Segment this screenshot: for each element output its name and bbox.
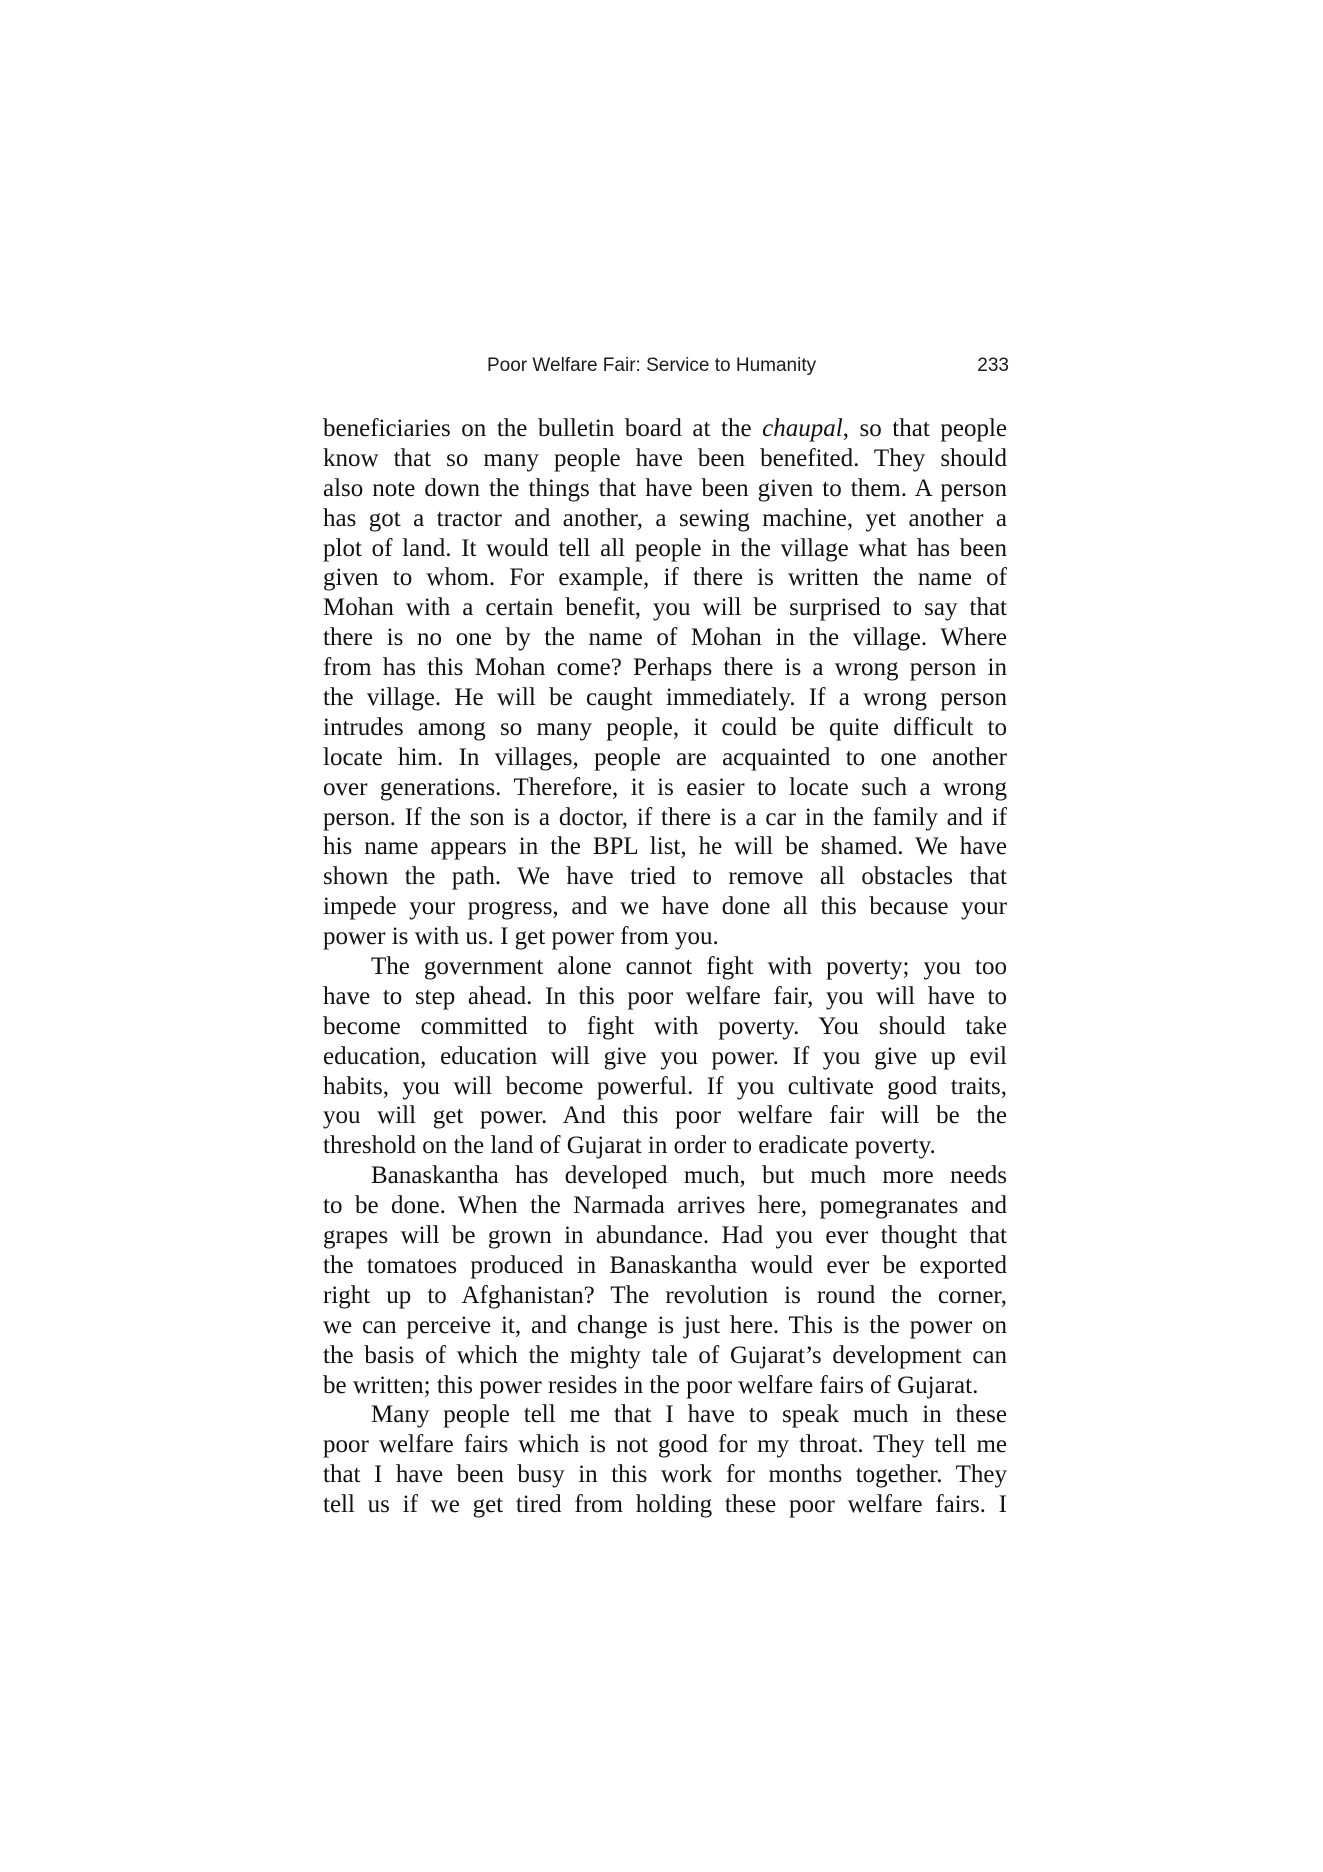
text-run: locate him. In villages, people are acquainted to one another: [323, 743, 1007, 771]
text-line: [323, 1400, 1007, 1430]
text-run: his name appears in the BPL list, he will be shamed. We have: [323, 833, 1007, 861]
text-run: know that so many people have been benefited. They should: [323, 444, 1007, 472]
text-line: [323, 1191, 1007, 1221]
text-run: given to whom. For example, if there is written the name of: [323, 564, 1007, 592]
text-run: have to step ahead. In this poor welfare fair, you will have to: [323, 982, 1007, 1010]
text-line: [323, 1012, 1007, 1042]
running-title: Poor Welfare Fair: Service to Humanity: [487, 355, 817, 376]
text-line: [323, 683, 1007, 713]
text-run: intrudes among so many people, it could be quite difficult to: [323, 713, 1007, 741]
text-run: Banaskantha has developed much, but much more needs: [371, 1162, 1007, 1190]
text-run: that I have been busy in this work for months together. They: [323, 1461, 1007, 1489]
text-line: [323, 563, 1007, 593]
text-run: you will get power. And this poor welfare fair will be the: [323, 1102, 1007, 1130]
text-run: become committed to fight with poverty. You should take: [323, 1012, 1007, 1040]
text-run: poor welfare fairs which is not good for my throat. They tell me: [323, 1431, 1007, 1459]
text-run: be written; this power resides in the poor welfare fairs of Gujarat.: [323, 1371, 979, 1399]
text-run: the village. He will be caught immediately. If a wrong person: [323, 684, 1007, 712]
text-run: Many people tell me that I have to speak much in these: [371, 1401, 1007, 1429]
body-text: [323, 414, 1007, 1520]
text-line: [323, 743, 1007, 773]
text-line: [323, 1221, 1007, 1251]
text-line: [323, 1281, 1007, 1311]
text-run: grapes will be grown in abundance. Had you ever thought that: [323, 1222, 1007, 1250]
text-run: right up to Afghanistan? The revolution is round the corner,: [323, 1281, 1007, 1309]
text-run: the tomatoes produced in Banaskantha would ever be exported: [323, 1251, 1007, 1279]
text-run: there is no one by the name of Mohan in the village. Where: [323, 624, 1007, 652]
text-line: [323, 1131, 1007, 1161]
text-line: [323, 1490, 1007, 1520]
text-line: [323, 414, 1007, 444]
text-run: , so that people: [842, 415, 1008, 442]
text-line: [323, 1460, 1007, 1490]
text-run: to be done. When the Narmada arrives here, pomegranates and: [323, 1192, 1007, 1220]
page-number: 233: [977, 355, 1009, 376]
text-line: [323, 1371, 1007, 1401]
text-line: [323, 534, 1007, 564]
text-run: from has this Mohan come? Perhaps there is a wrong person in: [323, 654, 1007, 682]
text-run: tell us if we get tired from holding these poor welfare fairs. I: [323, 1491, 1007, 1519]
text-line: [323, 444, 1007, 474]
text-line: [323, 982, 1007, 1012]
text-line: [323, 1251, 1007, 1281]
text-line: [323, 1430, 1007, 1460]
text-line: [323, 653, 1007, 683]
text-run: we can perceive it, and change is just here. This is the power on: [323, 1311, 1007, 1339]
text-run: person. If the son is a doctor, if there is a car in the family and if: [323, 803, 1007, 831]
text-line: [323, 1161, 1007, 1191]
text-line: [323, 803, 1007, 833]
paragraph: [323, 1400, 1007, 1520]
paragraph: [323, 952, 1007, 1161]
text-run: also note down the things that have been given to them. A person: [323, 474, 1007, 502]
text-line: [323, 892, 1007, 922]
text-run: Mohan with a certain benefit, you will be surprised to say that: [323, 594, 1007, 622]
text-run: The government alone cannot fight with poverty; you too: [371, 953, 1007, 981]
text-line: [323, 1341, 1007, 1371]
text-run: beneficiaries on the bulletin board at the: [323, 415, 763, 442]
text-run: over generations. Therefore, it is easier to locate such a wrong: [323, 773, 1007, 801]
running-head: [487, 355, 1009, 381]
text-run: the basis of which the mighty tale of Gujarat’s development can: [323, 1341, 1007, 1369]
text-line: [323, 1311, 1007, 1341]
text-run: has got a tractor and another, a sewing machine, yet another a: [323, 504, 1007, 532]
text-run: impede your progress, and we have done all this because your: [323, 893, 1007, 921]
text-line: [323, 922, 1007, 952]
italic-term: chaupal: [762, 415, 843, 442]
text-line: [323, 952, 1007, 982]
text-run: threshold on the land of Gujarat in order to eradicate poverty.: [323, 1132, 936, 1160]
paragraph: [323, 1161, 1007, 1400]
text-run: shown the path. We have tried to remove all obstacles that: [323, 863, 1007, 891]
text-line: [323, 474, 1007, 504]
text-run: education, education will give you power. If you give up evil: [323, 1042, 1007, 1070]
text-run: power is with us. I get power from you.: [323, 923, 719, 951]
text-line: [323, 1072, 1007, 1102]
text-line: [323, 1101, 1007, 1131]
text-line: [323, 773, 1007, 803]
text-line: [323, 1042, 1007, 1072]
text-run: habits, you will become powerful. If you cultivate good traits,: [323, 1072, 1007, 1100]
paragraph: [323, 414, 1007, 952]
text-line: [323, 832, 1007, 862]
text-run: plot of land. It would tell all people in the village what has been: [323, 534, 1007, 562]
text-line: [323, 713, 1007, 743]
text-line: [323, 504, 1007, 534]
text-line: [323, 593, 1007, 623]
text-line: [323, 862, 1007, 892]
text-line: [323, 623, 1007, 653]
